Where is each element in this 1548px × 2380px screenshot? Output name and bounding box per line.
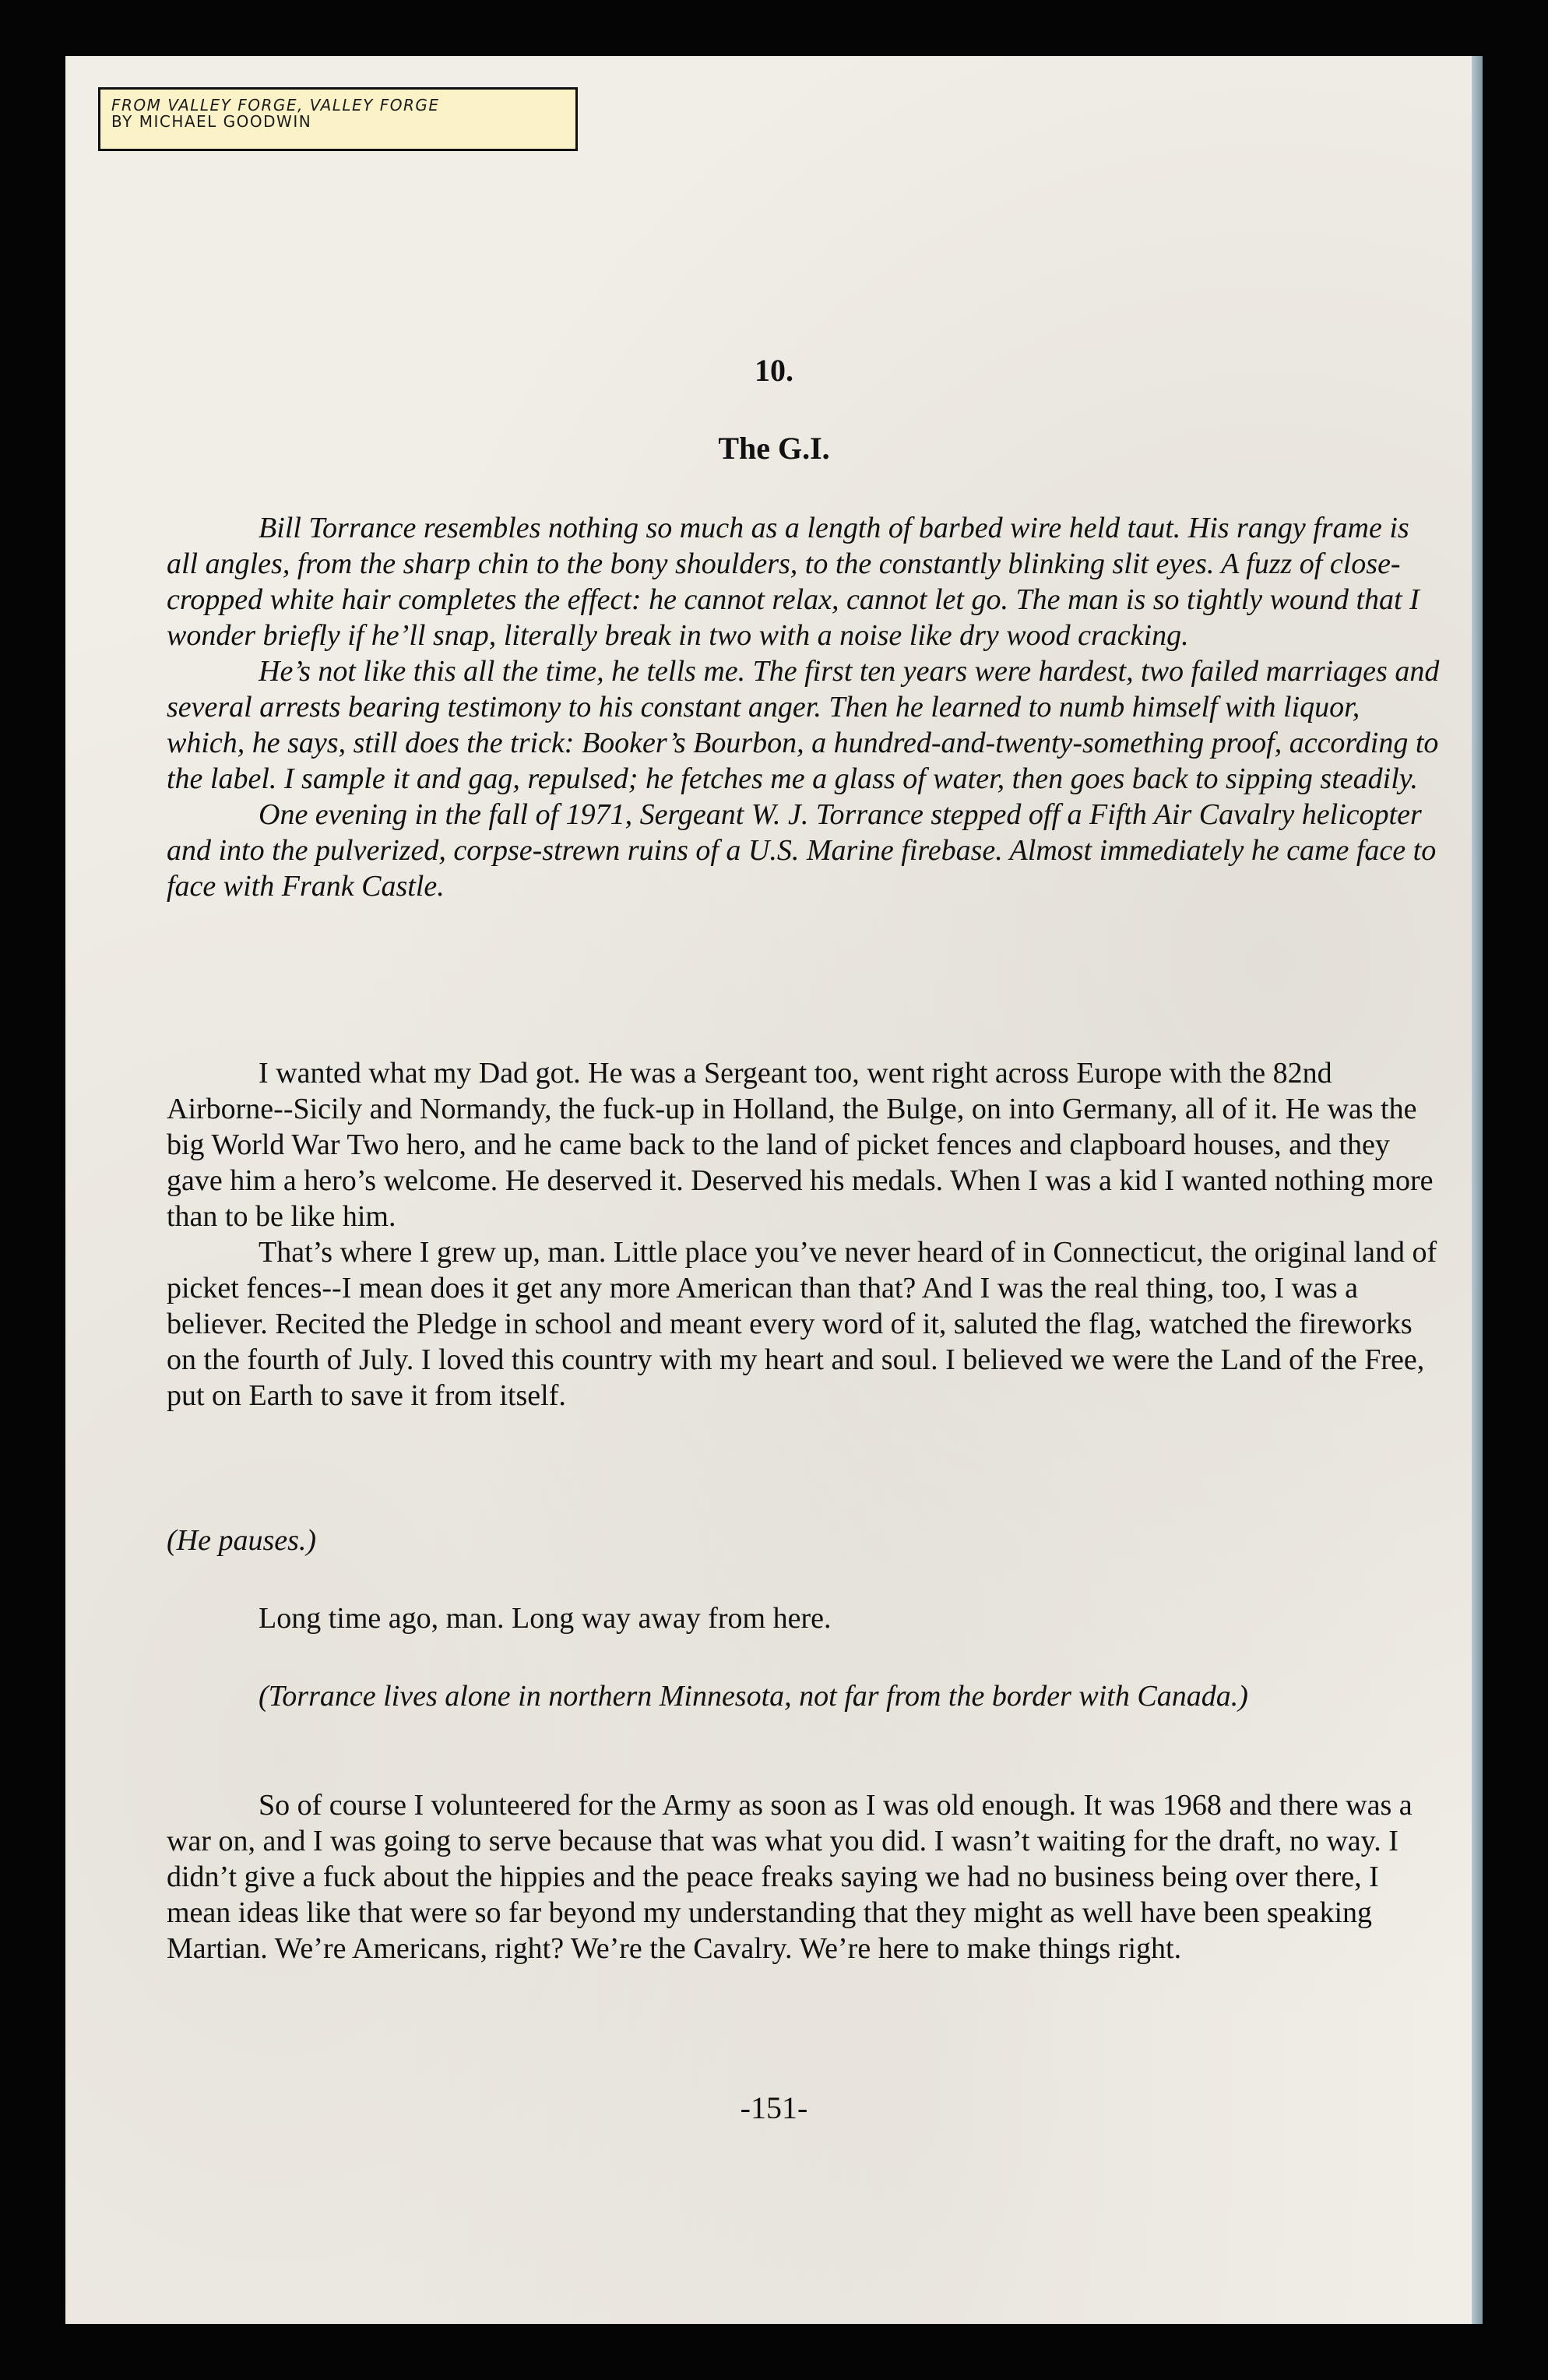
pause-note: (He pauses.) bbox=[167, 1524, 317, 1557]
intro-paragraph-3: One evening in the fall of 1971, Sergeant W. J. Torrance stepped off a Fifth Air Cavalry helicopter and into the pulverized, corpse-strewn ruins of a U.S. Marine firebase. Almost immediately he came face to face with Frank Castle. bbox=[167, 798, 1437, 903]
book-page bbox=[65, 56, 1483, 2324]
source-caption-box bbox=[98, 87, 578, 151]
caption-author: BY MICHAEL GOODWIN bbox=[111, 112, 312, 131]
intro-paragraph-2: He’s not like this all the time, he tells me. The first ten years were hardest, two failed marriages and several arrests bearing testimony to his constant anger. Then he learned to numb himself with liquor, which, he says, still does the trick: Booker’s Bourbon, a hundred-and-twenty-something proof, according to the label. I sample it and gag, repulsed; he fetches me a glass of water, then goes back to sipping steadily. bbox=[167, 655, 1440, 795]
chapter-title: The G.I. bbox=[718, 431, 830, 466]
long-time-line: Long time ago, man. Long way away from here. bbox=[259, 1602, 832, 1635]
chapter-number: 10. bbox=[755, 353, 793, 388]
page-edge bbox=[1472, 56, 1483, 2324]
italic-intro-block bbox=[167, 510, 1444, 904]
narrative-block-1 bbox=[167, 1055, 1444, 1414]
page-number: -151- bbox=[740, 2090, 808, 2125]
narrative-paragraph-1: I wanted what my Dad got. He was a Sergeant too, went right across Europe with the 82nd Airborne--Sicily and Normandy, the fuck-up in Holland, the Bulge, on into Germany, all of it. He was the big World War Two hero, and he came back to the land of picket fences and clapboard houses, and they gave him a hero’s welcome. He deserved it. Deserved his medals. When I was a kid I wanted nothing more than to be like him. bbox=[167, 1057, 1434, 1233]
location-note: (Torrance lives alone in northern Minnesota, not far from the border with Canada.) bbox=[259, 1680, 1248, 1713]
intro-paragraph-1: Bill Torrance resembles nothing so much as a length of barbed wire held taut. His rangy frame is all angles, from the sharp chin to the bony shoulders, to the constantly blinking slit eyes. A fuzz of close-cropped white hair completes the effect: he cannot relax, cannot let go. The man is so tightly wound that I wonder briefly if he’ll snap, literally break in two with a noise like dry wood cracking. bbox=[167, 512, 1420, 652]
narrative-paragraph-3: So of course I volunteered for the Army as soon as I was old enough. It was 1968 and there was a war on, and I was going to serve because that was what you did. I wasn’t waiting for the draft, no way. I didn’t give a fuck about the hippies and the peace freaks saying we had no business being over there, I mean ideas like that were so far beyond my understanding that they might as well have been speaking Martian. We’re Americans, right? We’re the Cavalry. We’re here to make things right. bbox=[167, 1789, 1413, 1965]
narrative-paragraph-2: That’s where I grew up, man. Little place you’ve never heard of in Connecticut, the original land of picket fences--I mean does it get any more American than that? And I was the real thing, too, I was a believer. Recited the Pledge in school and meant every word of it, saluted the flag, watched the fireworks on the fourth of July. I loved this country with my heart and soul. I believed we were the Land of the Free, put on Earth to save it from itself. bbox=[167, 1236, 1437, 1412]
caption-title: FROM VALLEY FORGE, VALLEY FORGE bbox=[111, 96, 440, 114]
